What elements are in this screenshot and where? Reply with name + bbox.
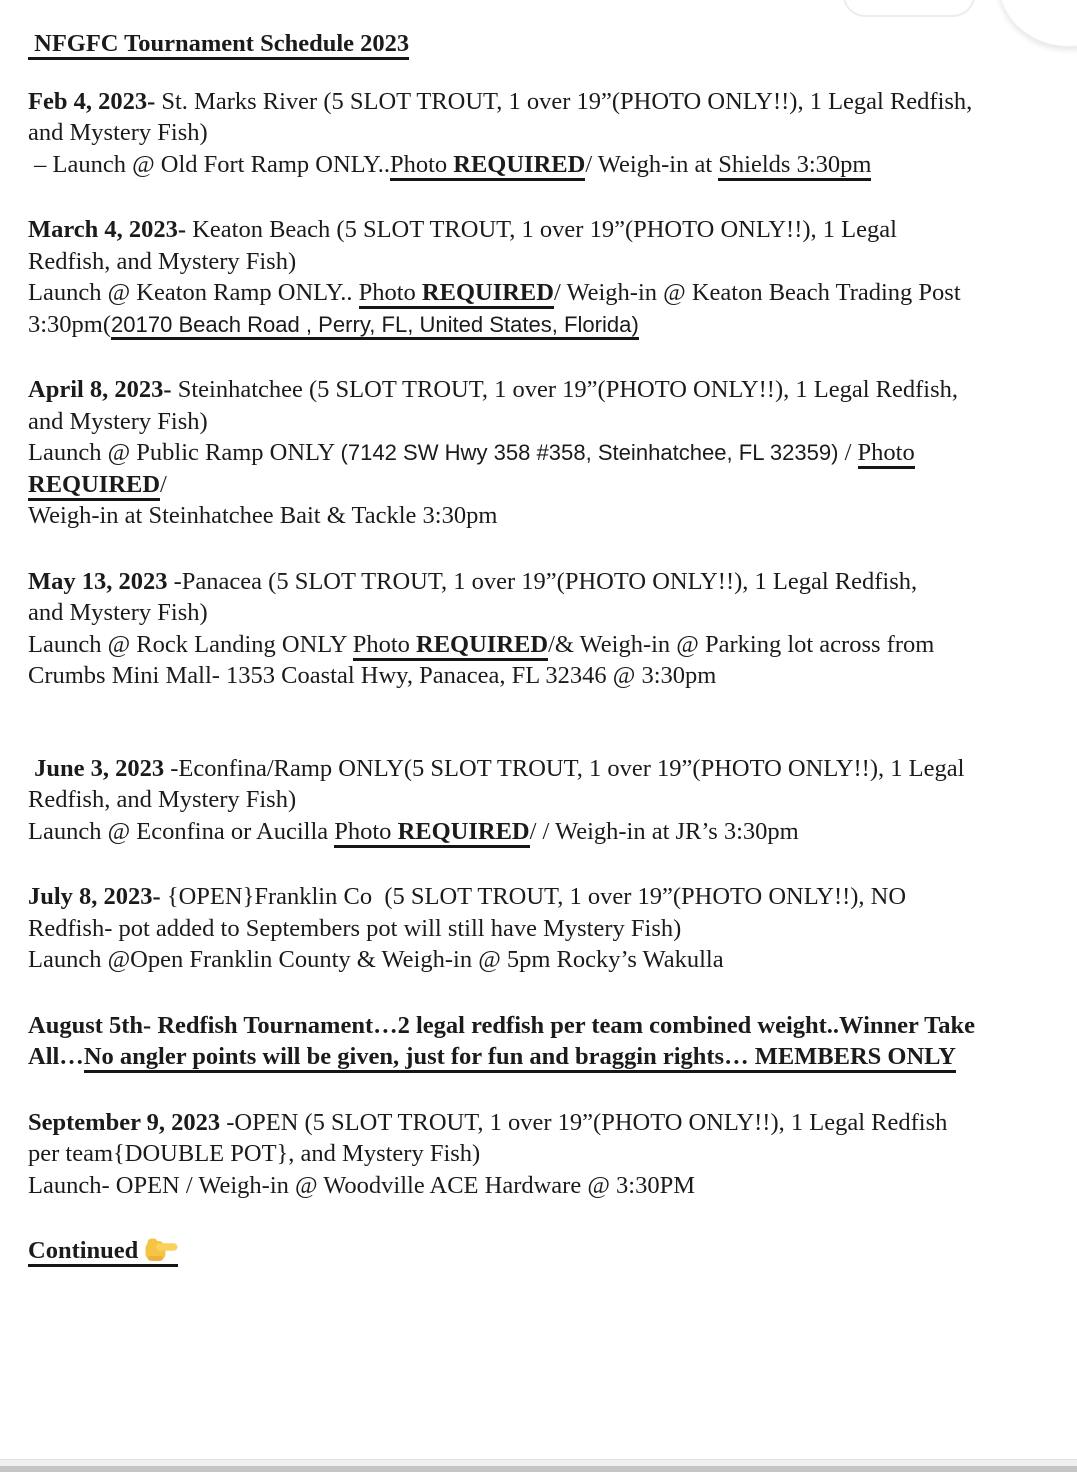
text-segment: Launch @ Keaton Ramp ONLY.. [28,279,359,306]
text-line [28,1010,1049,1042]
text-segment: -OPEN (5 SLOT TROUT, 1 over 19”(PHOTO ONLY!!), 1 Legal Redfish [226,1108,948,1136]
bottom-separator-line [0,1459,1077,1466]
text-segment: 20170 Beach Road , Perry, FL, United States, Florida) [111,312,639,340]
text-segment: Launch @ Public Ramp ONLY [28,439,341,466]
text-line [28,374,1049,406]
entry-may-13-2023 [28,566,1049,692]
text-segment: Launch @Open Franklin County & Weigh-in @ 5pm Rocky’s Wakulla [28,946,724,973]
entry-july-8-2023 [28,881,1049,976]
text-segment: No angler points will be given, just for fun and braggin rights… MEMBERS ONLY [84,1043,956,1073]
text-segment: -Panacea (5 SLOT TROUT, 1 over 19”(PHOTO ONLY!!), 1 Legal Redfish, [173,567,918,595]
text-segment: – Launch @ Old Fort Ramp ONLY.. [28,150,390,178]
entry-feb-4-2023 [28,86,1049,181]
text-segment: July 8, 2023- [28,883,161,910]
text-segment: St. Marks River (5 SLOT TROUT, 1 over 19”(PHOTO ONLY!!), 1 Legal Redfish, [155,87,973,115]
text-line [28,913,1049,945]
text-segment: / [160,470,167,498]
text-segment: Steinhatchee (5 SLOT TROUT, 1 over 19”(PHOTO ONLY!!), 1 Legal Redfish, [171,376,958,403]
text-segment: Launch @ Econfina or Aucilla [28,817,335,845]
text-segment: Feb 4, 2023- [28,87,156,115]
text-line [28,500,1049,532]
text-segment: Photo [334,818,397,848]
text-segment: Keaton Beach (5 SLOT TROUT, 1 over 19”(PHOTO ONLY!!), 1 Legal [186,216,897,243]
text-line [28,944,1049,976]
text-segment: Redfish- pot added to Septembers pot will still have Mystery Fish) [28,914,682,942]
text-line [28,1041,1049,1073]
text-line [28,629,1049,661]
text-line [28,1107,1049,1139]
text-segment: June 3, 2023 [28,754,171,782]
text-segment: NFGFC Tournament Schedule 2023 [28,30,409,60]
bottom-gray-bar [0,1466,1077,1472]
text-segment: Photo [359,279,422,309]
text-line [28,28,1049,60]
text-line [28,246,1049,278]
text-line [28,1138,1049,1170]
text-segment: and Mystery Fish) [28,599,208,626]
text-segment: Crumbs Mini Mall- 1353 Coastal Hwy, Panacea, FL 32346 @ 3:30pm [28,662,717,689]
text-segment: May 13, 2023 [28,567,174,595]
text-segment: (7142 SW Hwy 358 #358, Steinhatchee, FL 32359) [340,440,839,465]
text-segment: Redfish, and Mystery Fish) [28,247,297,275]
text-segment: All… [28,1043,84,1070]
text-segment: Launch- OPEN / Weigh-in @ Woodville ACE Hardware @ 3:30PM [28,1171,695,1199]
text-line [28,597,1049,629]
text-line [28,406,1049,438]
cutoff-rounded-card [843,0,975,17]
text-segment: / Weigh-in @ Keaton Beach Trading Post [553,279,961,306]
text-line [28,881,1049,913]
text-segment: August 5th- Redfish Tournament…2 legal redfish per team combined weight..Winner Take [28,1011,975,1039]
title-line [28,28,1049,60]
text-line [28,437,1049,469]
text-line [28,469,1049,501]
entry-april-8-2023 [28,374,1049,532]
text-segment: REQUIRED [416,631,548,661]
text-segment: and Mystery Fish) [28,407,208,435]
text-segment: REQUIRED [453,151,585,181]
continued-line [28,1235,1049,1267]
text-segment: September 9, 2023 [28,1108,227,1136]
text-line [28,1170,1049,1202]
text-line [28,214,1049,246]
text-segment: 3:30pm( [28,310,112,338]
text-line [28,816,1049,848]
text-segment: REQUIRED [422,279,554,309]
text-line [28,309,1049,341]
text-line [28,1235,1049,1267]
bottom-edge-bar [0,1459,1077,1472]
text-segment: / [838,439,858,466]
text-segment: April 8, 2023- [28,376,172,403]
text-segment: / / Weigh-in at JR’s 3:30pm [529,817,799,845]
entry-march-4-2023 [28,214,1049,340]
text-segment: Redfish, and Mystery Fish) [28,786,297,813]
text-line [28,277,1049,309]
text-segment: / Weigh-in at [585,150,719,178]
entry-june-3-2023 [28,753,1049,848]
text-segment: Continued [28,1237,144,1267]
text-line [28,784,1049,816]
text-segment: Launch @ Rock Landing ONLY [28,630,353,658]
text-segment: per team{DOUBLE POT}, and Mystery Fish) [28,1140,481,1167]
text-line [28,149,1049,181]
text-segment: Weigh-in at Steinhatchee Bait & Tackle 3:30pm [28,502,498,529]
text-segment: Photo [390,151,453,181]
text-segment: and Mystery Fish) [28,119,208,146]
text-segment: March 4, 2023- [28,216,187,243]
text-segment: -Econfina/Ramp ONLY(5 SLOT TROUT, 1 over 19”(PHOTO ONLY!!), 1 Legal [170,754,965,782]
text-line [28,753,1049,785]
text-line [28,660,1049,692]
text-segment: REQUIRED [398,818,530,848]
text-segment: Photo [858,439,915,469]
text-line [28,566,1049,598]
text-line [28,117,1049,149]
entry-september-9-2023 [28,1107,1049,1202]
text-segment: Shields 3:30pm [718,151,871,181]
text-segment: /& Weigh-in @ Parking lot across from [548,630,935,658]
text-segment: {OPEN}Franklin Co (5 SLOT TROUT, 1 over 19”(PHOTO ONLY!!), NO [160,883,907,910]
text-segment: REQUIRED [28,471,160,501]
text-segment: Photo [353,631,416,661]
text-line [28,86,1049,118]
entry-august-5 [28,1010,1049,1073]
pointing-right-hand-icon [144,1237,178,1267]
